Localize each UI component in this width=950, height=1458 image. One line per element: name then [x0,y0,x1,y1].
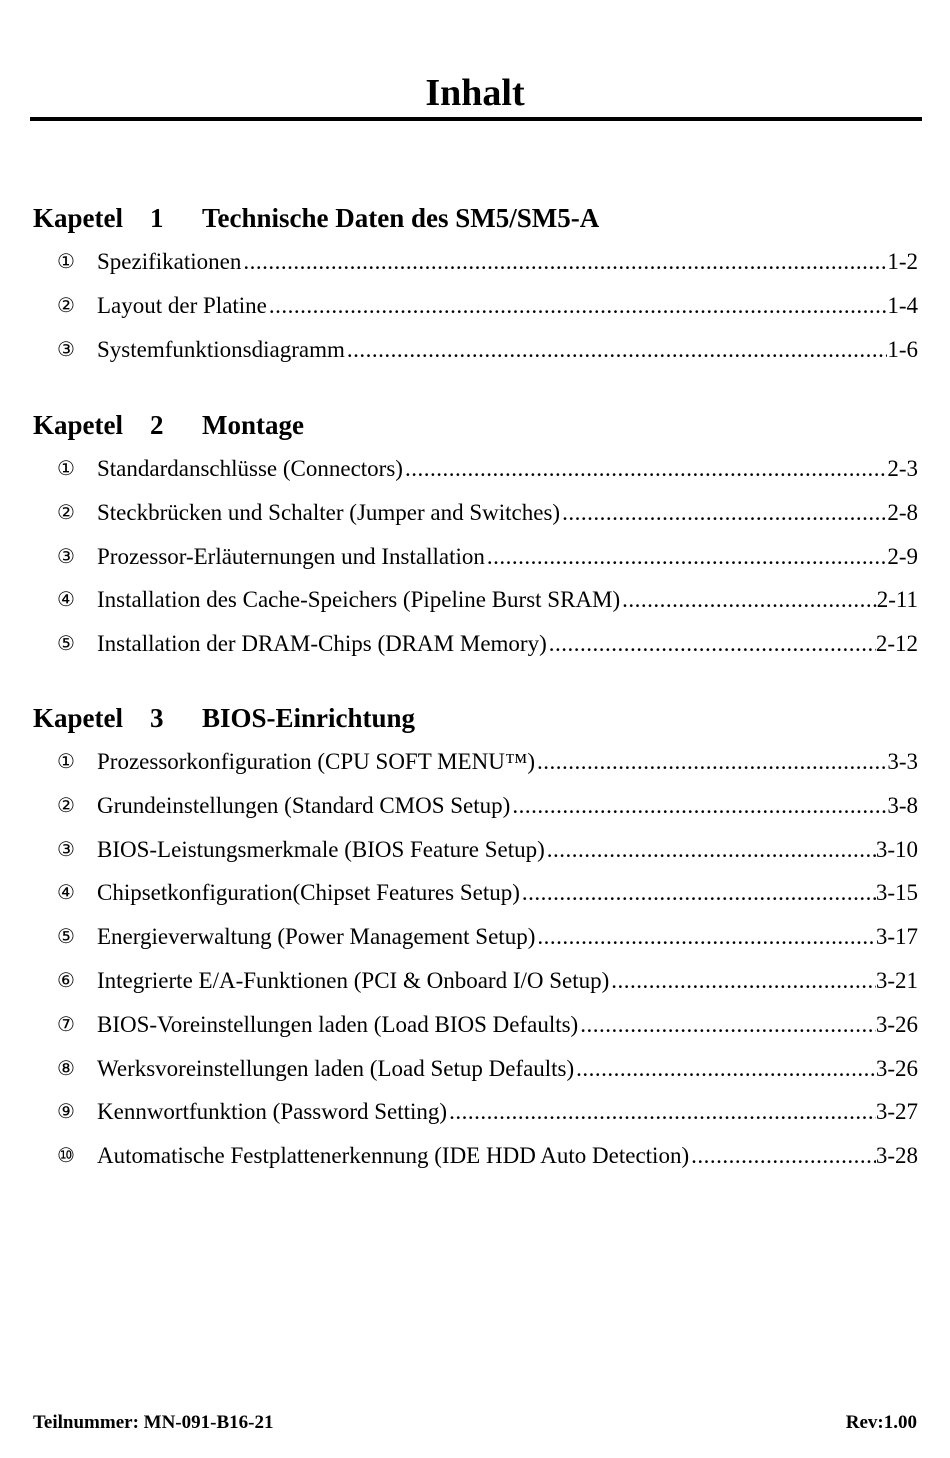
entry-title: Chipsetkonfiguration(Chipset Features Setup) [97,880,520,906]
dot-leader [522,871,876,915]
entry-page: 3-26 [875,1055,918,1081]
entry-title: Werksvoreinstellungen laden (Load Setup Defaults) [97,1055,575,1081]
entry-title: Steckbrücken und Schalter (Jumper and Switches) [97,499,561,525]
dot-leader [549,622,876,666]
entry-page: 3-3 [887,749,918,774]
toc-entry[interactable] [33,622,923,666]
entry-page: 3-17 [875,924,918,950]
dot-leader [547,828,876,872]
dot-leader [347,328,887,372]
chapter-title: BIOS-Einrichtung [202,703,416,733]
entry-page: 2-12 [875,631,918,657]
dot-leader [269,284,887,328]
chapter-heading [33,196,923,240]
toc-entry[interactable] [33,1134,923,1178]
entry-page: 1-6 [887,336,918,362]
entry-page: 3-8 [887,792,918,818]
entry-marker: ⑤ [57,924,75,949]
chapter-number: 3 [150,703,164,733]
entry-title: Automatische Festplattenerkennung (IDE HDD Auto Detection) [97,1143,690,1169]
entry-page: 3-10 [875,836,918,862]
dot-leader [562,491,887,535]
entry-page: 2-9 [887,543,918,569]
entry-marker: ① [57,249,75,273]
chapter-label: Kapetel [33,203,123,233]
chapter-number: 1 [150,203,164,233]
entry-title: Prozessor-Erläuternungen und Installation [97,543,485,569]
entry-page: 3-27 [875,1099,918,1125]
chapter-heading [33,696,923,740]
entry-marker: ④ [57,880,75,905]
entry-marker: ⑨ [57,1099,75,1124]
entry-marker: ⑩ [57,1143,75,1168]
toc-entry[interactable] [33,491,923,535]
entry-marker: ③ [57,836,75,861]
entry-marker: ① [57,456,75,480]
dot-leader [622,578,877,622]
entry-title: BIOS-Voreinstellungen laden (Load BIOS Defaults) [97,1011,579,1037]
entry-page: 2-11 [876,587,918,613]
entry-title: Integrierte E/A-Funktionen (PCI & Onboard I/O Setup) [97,967,610,993]
entry-marker: ② [57,292,75,317]
entry-page: 1-2 [887,249,918,274]
chapter-number: 2 [150,410,164,440]
toc-list [33,740,923,1178]
toc-entry[interactable] [33,915,923,959]
entry-title: Energieverwaltung (Power Management Setup) [97,924,536,950]
toc-entry[interactable] [33,328,923,372]
entry-marker: ⑧ [57,1055,75,1080]
chapter-heading [33,403,923,447]
toc-entry[interactable] [33,447,923,491]
entry-title: Prozessorkonfiguration (CPU SOFT MENU™) [97,749,536,774]
entry-title: Standardanschlüsse (Connectors) [97,456,403,481]
toc-list [33,240,923,371]
chapter-3 [33,696,923,1178]
entry-marker: ① [57,749,75,773]
chapter-2 [33,403,923,666]
toc-entry[interactable] [33,828,923,872]
revision: Rev:1.00 [845,1412,917,1433]
toc-entry[interactable] [33,1090,923,1134]
dot-leader [449,1090,876,1134]
toc-entry[interactable] [33,578,923,622]
entry-title: Kennwortfunktion (Password Setting) [97,1099,448,1125]
entry-marker: ⑥ [57,967,75,992]
toc-entry[interactable] [33,959,923,1003]
dot-leader [576,1047,876,1091]
toc-entry[interactable] [33,240,923,284]
dot-leader [611,959,876,1003]
dot-leader [537,915,875,959]
dot-leader [243,240,887,284]
entry-title: Spezifikationen [97,249,242,274]
entry-page: 2-8 [887,499,918,525]
entry-marker: ⑤ [57,631,75,656]
entry-page: 3-28 [875,1143,918,1169]
dot-leader [691,1134,876,1178]
chapter-title: Montage [202,410,304,440]
entry-page: 1-4 [887,292,918,318]
entry-title: Grundeinstellungen (Standard CMOS Setup) [97,792,511,818]
toc-list [33,447,923,666]
toc-entry[interactable] [33,1047,923,1091]
part-number: Teilnummer: MN-091-B16-21 [33,1412,274,1433]
entry-title: Installation des Cache-Speichers (Pipeline Burst SRAM) [97,587,621,613]
entry-page: 3-15 [875,880,918,906]
dot-leader [405,447,887,491]
entry-marker: ④ [57,587,75,612]
entry-marker: ② [57,792,75,817]
entry-title: Systemfunktionsdiagramm [97,336,345,362]
toc-entry[interactable] [33,871,923,915]
entry-title: Installation der DRAM-Chips (DRAM Memory) [97,631,547,657]
toc-entry[interactable] [33,1003,923,1047]
entry-page: 3-26 [875,1011,918,1037]
chapter-label: Kapetel [33,410,123,440]
entry-marker: ② [57,499,75,524]
entry-marker: ③ [57,543,75,568]
entry-marker: ③ [57,336,75,361]
dot-leader [537,740,887,784]
entry-title: BIOS-Leistungsmerkmale (BIOS Feature Setup) [97,836,545,862]
entry-page: 3-21 [875,967,918,993]
toc-entry[interactable] [33,740,923,784]
toc-entry[interactable] [33,284,923,328]
entry-title: Layout der Platine [97,292,267,318]
title-divider [30,117,922,121]
dot-leader [580,1003,876,1047]
entry-marker: ⑦ [57,1011,75,1036]
dot-leader [487,535,887,579]
chapter-title: Technische Daten des SM5/SM5-A [202,203,600,233]
chapter-label: Kapetel [33,703,123,733]
dot-leader [512,784,887,828]
toc-entry[interactable] [33,535,923,579]
toc-entry[interactable] [33,784,923,828]
entry-page: 2-3 [887,456,918,481]
page-title: Inhalt [425,72,525,114]
chapter-1 [33,196,923,371]
